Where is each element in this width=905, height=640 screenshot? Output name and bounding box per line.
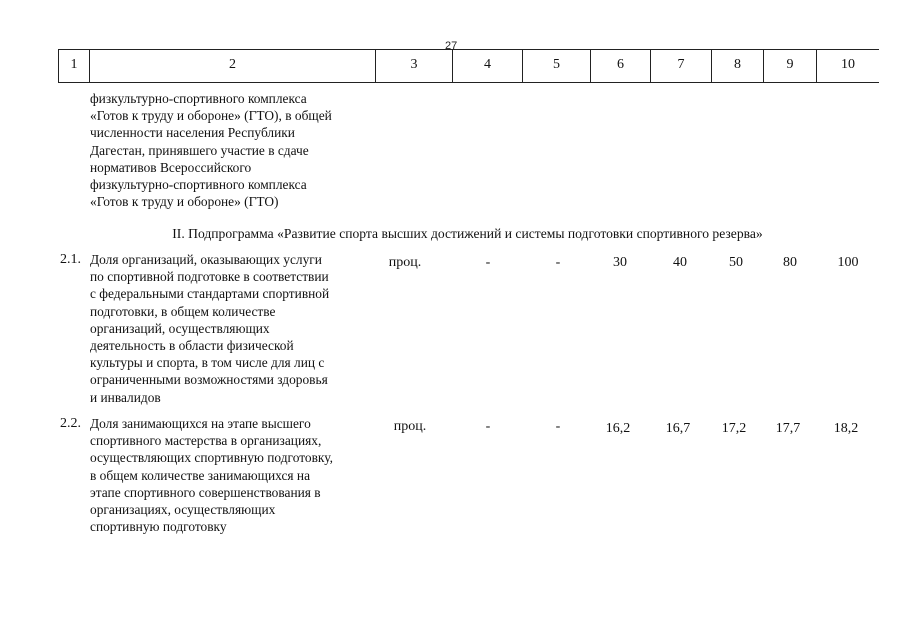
header-cell-1: 1 [58,50,90,82]
value-col-6: 16,2 [605,421,631,436]
header-cell-8: 8 [712,50,764,82]
header-cell-9: 9 [764,50,817,82]
unit-cell: проц. [393,419,427,434]
value-col-8: 17,2 [721,421,747,436]
header-cell-4: 4 [453,50,523,82]
header-cell-5: 5 [523,50,591,82]
page-number: 27 [445,40,458,52]
value-col-6: 30 [613,255,627,270]
value-col-4: - [485,255,491,270]
row-number: 2.1. [60,252,81,267]
value-col-7: 16,7 [665,421,691,436]
header-cell-2: 2 [90,50,376,82]
header-cell-6: 6 [591,50,651,82]
header-cell-3: 3 [376,50,453,82]
indicator-text: Доля занимающихся на этапе высшего спортивного мастерства в организациях, осуществляющих спортивную подготовку, в общем количестве занимающихся на этапе спортивного совершенствования в организациях, осуществляющих спортивную подготовку [90,416,333,535]
continued-indicator-text: физкультурно-спортивного комплекса «Готов к труду и обороне» (ГТО), в общей численности населения Республики Дагестан, принявшего участие в сдаче нормативов Всероссийского физкультурно-спортивного комплекса «Готов к труду и обороне» (ГТО) [90,91,332,210]
header-cell-10: 10 [841,57,855,72]
subprogram-title: II. Подпрограмма «Развитие спорта высших достижений и системы подготовки спортивного резерва» [172,226,763,241]
unit-cell: проц. [388,255,422,270]
value-col-9: 17,7 [775,421,801,436]
value-col-5: - [555,255,561,270]
header-cell-7: 7 [651,50,712,82]
value-col-5: - [555,419,561,434]
value-col-8: 50 [729,255,743,270]
value-col-4: - [485,419,491,434]
value-col-9: 80 [783,255,797,270]
table-header-row [58,49,879,83]
value-col-10: 100 [837,255,859,270]
value-col-10: 18,2 [833,421,859,436]
value-col-7: 40 [673,255,687,270]
indicator-text: Доля организаций, оказывающих услуги по спортивной подготовке в соответствии с федеральными стандартами спортивной подготовки, в общем количестве организаций, осуществляющих деятельность в области физической культуры и спорта, в том числе для лиц с ограниченными возможностями здоровья и инвалидов [90,252,330,405]
row-number: 2.2. [60,416,81,431]
